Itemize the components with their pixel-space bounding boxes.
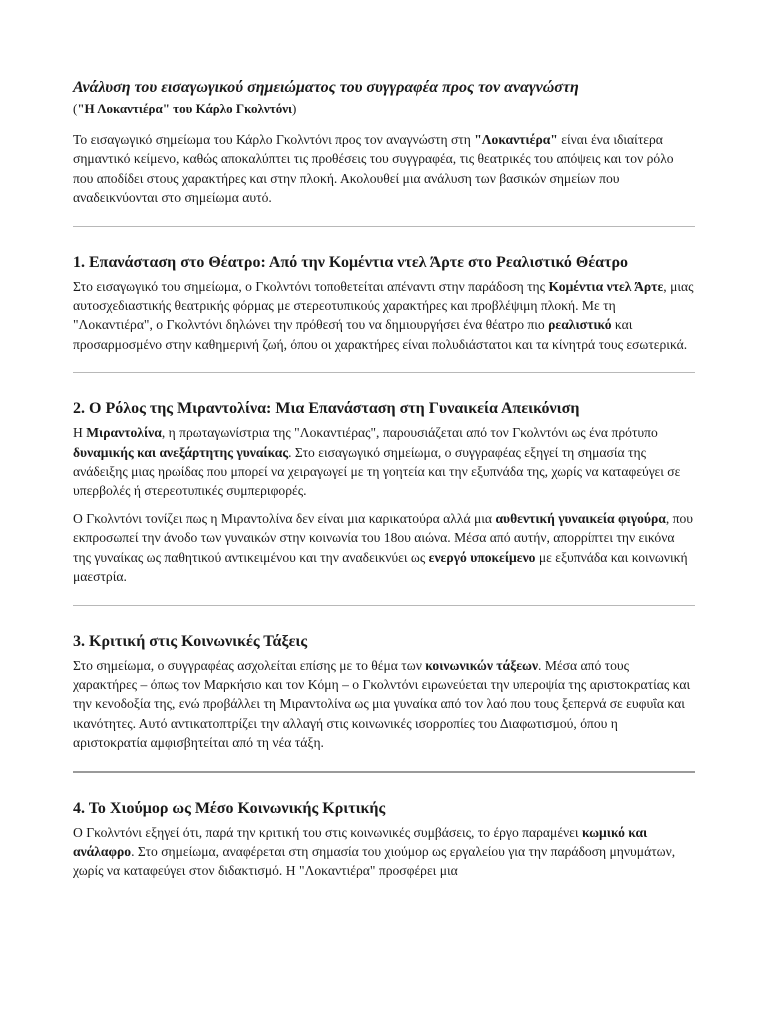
section-heading: 4. Το Χιούμορ ως Μέσο Κοινωνικής Κριτικής xyxy=(73,799,386,817)
section-4 xyxy=(73,799,695,881)
section-heading: 3. Κριτική στις Κοινωνικές Τάξεις xyxy=(73,632,308,650)
subtitle-close: ) xyxy=(292,101,297,116)
section-paragraph xyxy=(73,823,695,881)
paragraph-emphasis: Κομέντια ντελ Άρτε xyxy=(548,278,664,294)
section-heading: 1. Επανάσταση στο Θέατρο: Από την Κομέντια ντελ Άρτε στο Ρεαλιστικό Θέατρο xyxy=(73,253,629,271)
paragraph-text: με εξυπνάδα και κοινωνική μαεστρία. xyxy=(73,549,688,585)
paragraph-text: , μιας αυτοσχεδιαστικής θεατρικής φόρμας με στερεοτυπικούς χαρακτήρες και προβλέψιμη πλοκή. Με τη "Λοκαντιέρα", ο Γκολντόνι δηλώνει την πρόθεσή του να δημιουργήσει ένα θέατρο πιο xyxy=(73,278,694,333)
paragraph-text: και προσαρμοσμένο στην καθημερινή ζωή, όπου οι χαρακτήρες είναι πολυδιάστατοι και τα κίνητρά τους εσωτερικά. xyxy=(73,317,688,352)
paragraph-text: Στο εισαγωγικό του σημείωμα, ο Γκολντόνι τοποθετείται απέναντι στην παράδοση της xyxy=(73,278,549,294)
section-paragraph xyxy=(73,509,695,587)
paragraph-text: , που εκπροσωπεί την άνοδο των γυναικών στην κοινωνία του 18ου αιώνα. Μέσα από αυτήν, απορρίπτει την εικόνα της γυναίκας ως παθητικού αντικειμένου και την αναδεικνύει ως xyxy=(73,510,694,565)
paragraph-emphasis: κωμικό και ανάλαφρο xyxy=(73,824,648,859)
subtitle-work: "Η Λοκαντιέρα" του Κάρλο Γκολντόνι xyxy=(77,101,293,116)
document-title: Ανάλυση του εισαγωγικού σημειώματος του συγγραφέα προς τον αναγνώστη xyxy=(73,79,579,96)
paragraph-text: Η xyxy=(73,425,87,441)
paragraph-emphasis: αυθεντική γυναικεία φιγούρα xyxy=(495,510,666,526)
section-divider xyxy=(73,372,695,373)
section-divider xyxy=(73,771,695,773)
paragraph-emphasis: κοινωνικών τάξεων xyxy=(425,657,539,673)
paragraph-text: . Στο εισαγωγικό σημείωμα, ο συγγραφέας εξηγεί τη σημασία της ανάδειξης μιας ηρωίδας που μπορεί να χειραγωγεί με τη γοητεία και την εξυπνάδα της, χωρίς να καταφεύγει σε υπερβολές ή στερεοτυπικές συμπεριφορές. xyxy=(73,444,681,499)
paragraph-text: Ο Γκολντόνι τονίζει πως η Μιραντολίνα δεν είναι μια καρικατούρα αλλά μια xyxy=(73,510,496,526)
paragraph-emphasis: ρεαλιστικό xyxy=(548,317,612,333)
paragraph-text: . Μέσα από τους χαρακτήρες – όπως τον Μαρκήσιο και τον Κόμη – ο Γκολντόνι ειρωνεύεται την υπεροψία της αριστοκρατίας και την κενοδοξία της, ενώ προβάλλει τη Μιραντολίνα ως μια γυναίκα από τον λαό που τους ξεπερνά σε ευφυΐα και ικανότητες. Αυτό αντικατοπτρίζει την αλλαγή στις κοινωνικές ισορροπίες του Διαφωτισμού, όπου η αριστοκρατία αμφισβητείται από τη νέα τάξη. xyxy=(73,657,691,751)
document-subtitle xyxy=(73,100,695,118)
paragraph-emphasis: Μιραντολίνα xyxy=(86,425,162,441)
paragraph-emphasis: δυναμικής και ανεξάρτητης γυναίκας xyxy=(73,444,289,460)
section-3 xyxy=(73,632,695,753)
intro-text: Το εισαγωγικό σημείωμα του Κάρλο Γκολντόνι προς τον αναγνώστη στη xyxy=(73,132,475,147)
section-divider xyxy=(73,605,695,606)
paragraph-text: Ο Γκολντόνι εξηγεί ότι, παρά την κριτική του στις κοινωνικές συμβάσεις, το έργο παραμένει xyxy=(73,824,582,840)
section-heading: 2. Ο Ρόλος της Μιραντολίνα: Μια Επανάσταση στη Γυναικεία Απεικόνιση xyxy=(73,400,580,418)
intro-text: είναι ένα ιδιαίτερα σημαντικό κείμενο, καθώς αποκαλύπτει τις προθέσεις του συγγραφέα, τις θεατρικές του απόψεις και τον ρόλο που αποδίδει στους χαρακτήρες και στην πλοκή. Ακολουθεί μια ανάλυση των βασικών σημείων που αναδεικνύονται στο σημείωμα αυτό. xyxy=(73,132,674,206)
section-paragraph xyxy=(73,277,695,355)
section-paragraph xyxy=(73,423,695,501)
section-paragraph xyxy=(73,656,695,753)
section-divider xyxy=(73,226,695,227)
document-page xyxy=(73,78,695,881)
intro-emphasis: "Λοκαντιέρα" xyxy=(474,132,558,147)
paragraph-text: , η πρωταγωνίστρια της "Λοκαντιέρας", παρουσιάζεται από τον Γκολντόνι ως ένα πρότυπο xyxy=(161,425,658,441)
intro-paragraph xyxy=(73,130,695,208)
section-1 xyxy=(73,253,695,355)
subtitle-open: ( xyxy=(73,101,78,116)
paragraph-text: Στο σημείωμα, ο συγγραφέας ασχολείται επίσης με το θέμα των xyxy=(73,657,426,673)
paragraph-emphasis: ενεργό υποκείμενο xyxy=(428,549,536,565)
paragraph-text: . Στο σημείωμα, αναφέρεται στη σημασία του χιούμορ ως εργαλείου για την παράδοση μηνυμάτων, χωρίς να καταφεύγει στον διδακτισμό. Η "Λοκαντιέρα" προσφέρει μια xyxy=(73,843,676,879)
section-2 xyxy=(73,399,695,586)
